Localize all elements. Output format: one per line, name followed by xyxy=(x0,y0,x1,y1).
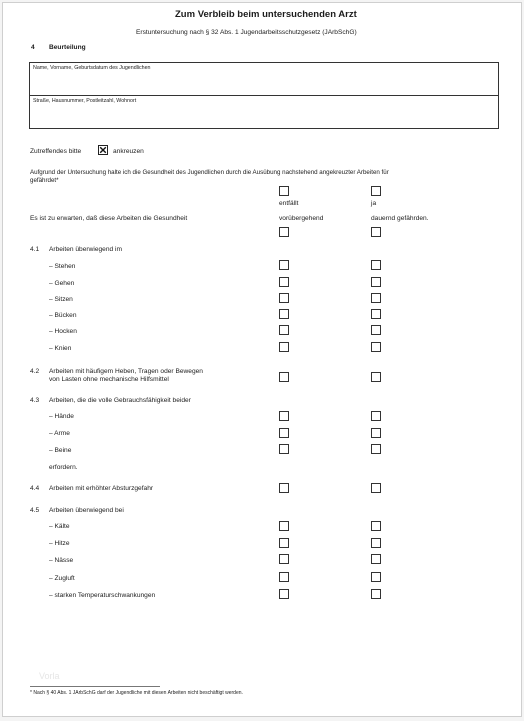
group-tail-4-3: erfordern. xyxy=(49,464,78,471)
checkbox-lasten-dauernd[interactable] xyxy=(371,372,381,382)
expectation-text: Es ist zu erwarten, daß diese Arbeiten die Gesundheit xyxy=(30,215,188,222)
name-field[interactable] xyxy=(29,62,499,96)
intro-line-2: gefährdet* xyxy=(30,177,59,184)
checkbox-lasten-voruebergehend[interactable] xyxy=(279,372,289,382)
checkbox-kaelte-voruebergehend[interactable] xyxy=(279,521,289,531)
item-label-naesse: – Nässe xyxy=(49,557,74,564)
column-label-ja: ja xyxy=(371,200,377,207)
group-label-4-2: Arbeiten mit häufigem Heben, Tragen oder Bewegen xyxy=(49,368,203,375)
checkbox-beine-dauernd[interactable] xyxy=(371,444,381,454)
checkbox-hitze-voruebergehend[interactable] xyxy=(279,538,289,548)
x-mark-icon xyxy=(98,145,108,155)
checkbox-voruebergehend[interactable] xyxy=(279,227,289,237)
group-number-4-4: 4.4 xyxy=(30,485,40,492)
footnote-divider xyxy=(30,686,160,687)
instruction-suffix: ankreuzen xyxy=(113,148,144,155)
address-field-label: Straße, Hausnummer, Postleitzahl, Wohnort xyxy=(33,98,137,104)
checkbox-haende-dauernd[interactable] xyxy=(371,411,381,421)
item-label-stehen: – Stehen xyxy=(49,263,76,270)
group-number-4-5: 4.5 xyxy=(30,507,40,514)
checkbox-kaelte-dauernd[interactable] xyxy=(371,521,381,531)
item-label-knien: – Knien xyxy=(49,345,72,352)
item-label-haende: – Hände xyxy=(49,413,74,420)
form-page xyxy=(2,2,522,717)
section-number: 4 xyxy=(31,44,35,51)
group-number-4-1: 4.1 xyxy=(30,246,40,253)
checkbox-zugluft-dauernd[interactable] xyxy=(371,572,381,582)
item-label-buecken: – Bücken xyxy=(49,312,77,319)
name-field-label: Name, Vorname, Geburtsdatum des Jugendlichen xyxy=(33,65,151,71)
checkbox-stehen-voruebergehend[interactable] xyxy=(279,260,289,270)
page-title: Zum Verbleib beim untersuchenden Arzt xyxy=(175,9,357,20)
checkbox-hitze-dauernd[interactable] xyxy=(371,538,381,548)
checkbox-buecken-dauernd[interactable] xyxy=(371,309,381,319)
checkbox-beine-voruebergehend[interactable] xyxy=(279,444,289,454)
column-label-dauernd: dauernd gefährden. xyxy=(371,215,429,222)
watermark-text: Vorla xyxy=(39,671,60,681)
group-label-4-5: Arbeiten überwiegend bei xyxy=(49,507,124,514)
item-label-gehen: – Gehen xyxy=(49,280,75,287)
group-number-4-3: 4.3 xyxy=(30,397,40,404)
item-label-zugluft: – Zugluft xyxy=(49,575,75,582)
item-label-hitze: – Hitze xyxy=(49,540,70,547)
item-label-temperatur: – starken Temperaturschwankungen xyxy=(49,592,156,599)
item-label-hocken: – Hocken xyxy=(49,328,77,335)
intro-line-1: Aufgrund der Untersuchung halte ich die Gesundheit des Jugendlichen durch die Ausübung nachstehend angekreuzter Arbeiten für xyxy=(30,169,389,176)
group-label-4-2-line2: von Lasten ohne mechanische Hilfsmittel xyxy=(49,376,169,383)
checkbox-entfaellt[interactable] xyxy=(279,186,289,196)
checkbox-absturz-voruebergehend[interactable] xyxy=(279,483,289,493)
checkbox-haende-voruebergehend[interactable] xyxy=(279,411,289,421)
checkbox-knien-voruebergehend[interactable] xyxy=(279,342,289,352)
checkbox-naesse-voruebergehend[interactable] xyxy=(279,554,289,564)
group-label-4-1: Arbeiten überwiegend im xyxy=(49,246,122,253)
checkbox-sitzen-voruebergehend[interactable] xyxy=(279,293,289,303)
column-label-entfaellt: entfällt xyxy=(279,200,299,207)
checkbox-stehen-dauernd[interactable] xyxy=(371,260,381,270)
instruction-text: Zutreffendes bitte xyxy=(30,148,82,155)
item-label-beine: – Beine xyxy=(49,447,72,454)
checkbox-ja[interactable] xyxy=(371,186,381,196)
checkbox-hocken-dauernd[interactable] xyxy=(371,325,381,335)
checkbox-absturz-dauernd[interactable] xyxy=(371,483,381,493)
checkbox-dauernd[interactable] xyxy=(371,227,381,237)
checkbox-gehen-voruebergehend[interactable] xyxy=(279,277,289,287)
column-label-voruebergehend: vorübergehend xyxy=(279,215,324,222)
item-label-kaelte: – Kälte xyxy=(49,523,70,530)
checkbox-hocken-voruebergehend[interactable] xyxy=(279,325,289,335)
checkbox-arme-dauernd[interactable] xyxy=(371,428,381,438)
item-label-sitzen: – Sitzen xyxy=(49,296,73,303)
group-number-4-2: 4.2 xyxy=(30,368,40,375)
group-label-4-4: Arbeiten mit erhöhter Absturzgefahr xyxy=(49,485,154,492)
checkbox-arme-voruebergehend[interactable] xyxy=(279,428,289,438)
checkbox-temperatur-voruebergehend[interactable] xyxy=(279,589,289,599)
address-field[interactable] xyxy=(29,95,499,129)
checkbox-naesse-dauernd[interactable] xyxy=(371,554,381,564)
checkbox-sitzen-dauernd[interactable] xyxy=(371,293,381,303)
checkbox-knien-dauernd[interactable] xyxy=(371,342,381,352)
checkbox-zugluft-voruebergehend[interactable] xyxy=(279,572,289,582)
page-subtitle: Erstuntersuchung nach § 32 Abs. 1 Jugendarbeitsschutzgesetz (JArbSchG) xyxy=(136,29,357,36)
checkbox-buecken-voruebergehend[interactable] xyxy=(279,309,289,319)
group-label-4-3: Arbeiten, die die volle Gebrauchsfähigkeit beider xyxy=(49,397,191,404)
footnote: * Nach § 40 Abs. 1 JArbSchG darf der Jugendliche mit diesen Arbeiten nicht beschäftigt werden. xyxy=(30,690,243,696)
item-label-arme: – Arme xyxy=(49,430,70,437)
checkbox-gehen-dauernd[interactable] xyxy=(371,277,381,287)
checkbox-temperatur-dauernd[interactable] xyxy=(371,589,381,599)
section-title: Beurteilung xyxy=(49,44,86,51)
